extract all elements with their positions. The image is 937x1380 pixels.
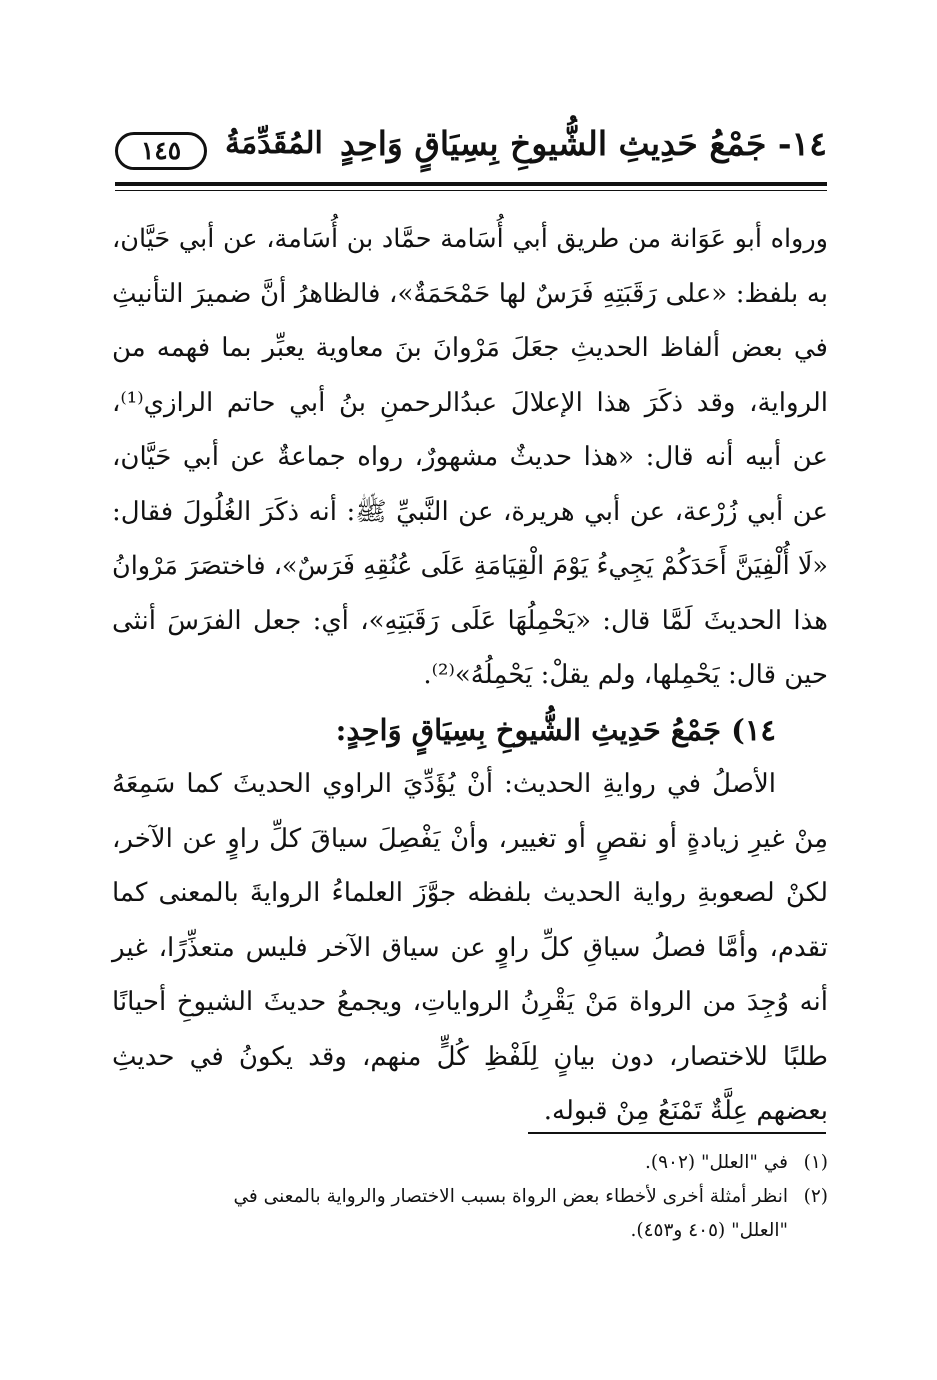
text-line: أنه وُجِدَ من الرواة مَنْ يَقْرِنُ الرواياتِ، ويجمعُ حديثَ الشيوخِ أحيانًا (112, 987, 828, 1017)
text-line: الأصلُ في روايةِ الحديث: أنْ يُؤَدِّيَ الراوي الحديثَ كما سَمِعَهُ (112, 769, 776, 799)
text-line: مِنْ غيرِ زيادةٍ أو نقصٍ أو تغيير، وأنْ يَفْصِلَ سياقَ كلِّ راوٍ عن الآخر، (112, 823, 828, 854)
section-name: المُقَدِّمَةُ (225, 126, 323, 161)
text-line: حين قال: يَحْمِلها، ولم يقلْ: يَحْمِلُهُ»⁽²⁾. (423, 660, 828, 690)
footnote-text: في "العلل" (٩٠٢). (644, 1152, 788, 1173)
text-line: طلبًا للاختصار، دون بيانٍ لِلَفْظِ كُلٍّ منهم، وقد يكونُ في حديثِ (112, 1041, 828, 1072)
text-line: في بعض ألفاظ الحديثِ جعَلَ مَرْوانَ بنَ معاوية يعبِّر بما فهمه من (112, 333, 828, 363)
section-heading: ١٤) جَمْعُ حَدِيثِ الشُّيوخِ بِسِيَاقٍ وَاحِدٍ: (335, 712, 776, 747)
header-rule-thick (115, 182, 827, 186)
text-line: عن أبي زُرْعة، عن أبي هريرة، عن النَّبيِّ ﷺ: أنه ذكَرَ الغُلُولَ فقال: (112, 496, 828, 527)
text-line: لكنْ لصعوبةِ رواية الحديث بلفظه جوَّزَ العلماءُ الروايةَ بالمعنى كما (112, 878, 828, 908)
text-line: ورواه أبو عَوَانة من طريق أبي أُسَامة حمَّاد بن أُسَامة، عن أبي حَيَّان، (112, 224, 828, 254)
footnote-separator (528, 1132, 826, 1134)
text-line: الرواية، وقد ذكَرَ هذا الإعلالَ عبدُالرحمنِ بنُ أبي حاتم الرازي⁽¹⁾، (112, 387, 828, 418)
paragraph-1 (112, 212, 828, 703)
paragraph-2 (112, 757, 828, 1139)
footnote-number: (١) (803, 1152, 828, 1173)
text-line: «لَا أُلْفِيَنَّ أَحَدَكُمْ يَجِيءُ يَوْمَ الْقِيَامَةِ عَلَى عُنُقِهِ فَرَسٌ»، فاختصَرَ مَرْوانُ (112, 551, 828, 581)
text-line: عن أبيه أنه قال: «هذا حديثٌ مشهورٌ، رواه جماعةٌ عن أبي حَيَّان، (112, 442, 828, 472)
footnote-number: (٢) (803, 1186, 828, 1207)
header-rule-thin (115, 190, 827, 191)
page-number: ١٤٥ (115, 132, 207, 170)
footnotes (112, 1146, 828, 1248)
page-header (115, 120, 827, 180)
footnote-text: انظر أمثلة أخرى لأخطاء بعض الرواة بسبب الاختصار والرواية بالمعنى في (233, 1186, 788, 1207)
text-line: به بلفظ: «على رَقَبَتِهِ فَرَسٌ لها حَمْحَمَةٌ»، فالظاهرُ أنَّ ضميرَ التأنيثِ (112, 278, 828, 309)
running-title: ١٤- جَمْعُ حَدِيثِ الشُّيوخِ بِسِيَاقٍ وَاحِدٍ (340, 124, 827, 163)
text-line: هذا الحديثَ لَمَّا قال: «يَحْمِلُهَا عَلَى رَقَبَتِهِ»، أي: جعل الفرَسَ أنثى (112, 605, 828, 636)
footnote-2 (112, 1180, 828, 1214)
text-line: بعضهم عِلَّةٌ تَمْنَعُ مِنْ قبوله. (543, 1096, 828, 1126)
text-line: تقدم، وأمَّا فصلُ سياقِ كلِّ راوٍ عن سياق الآخر فليس متعذِّرًا، غير (112, 932, 828, 963)
footnote-continuation: "العلل" (٤٠٥ و٤٥٣). (630, 1220, 788, 1241)
footnote-1 (112, 1146, 828, 1180)
main-text (112, 212, 828, 1139)
